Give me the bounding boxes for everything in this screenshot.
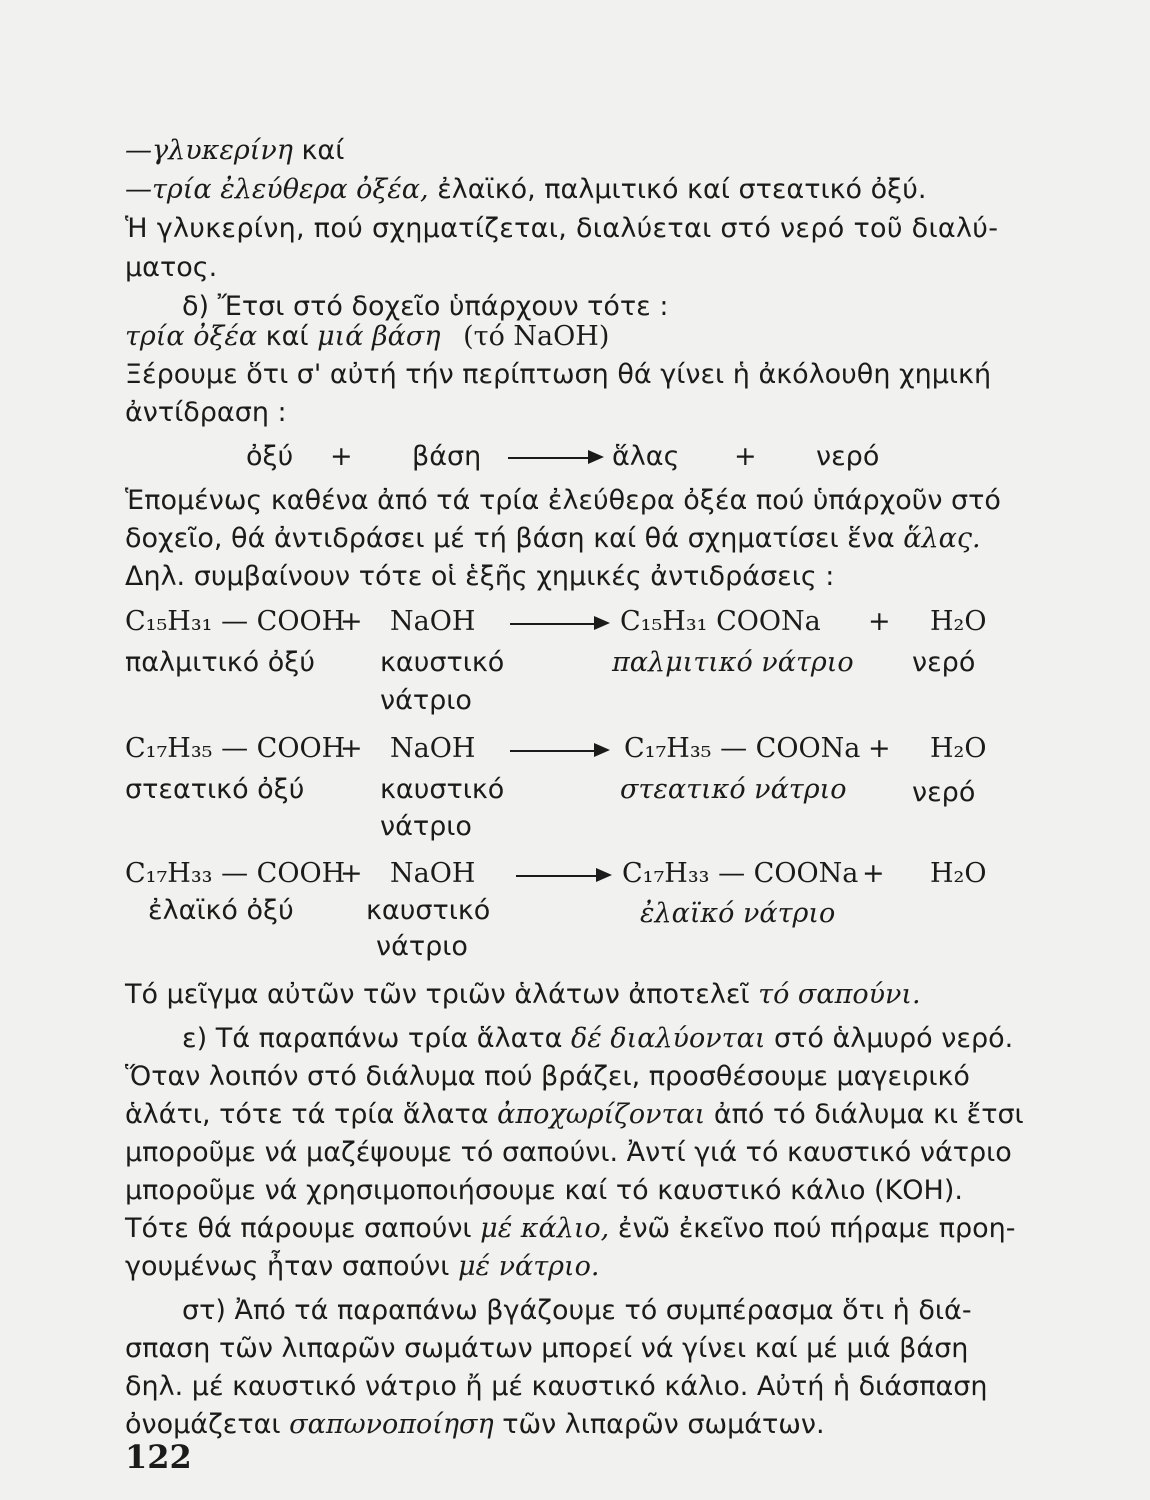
text-line: Ἑπομένως καθένα ἀπό τά τρία ἐλεύθερα ὀξέα πού ὑπάρχοῦν στό <box>125 485 1001 516</box>
generic-water: νερό <box>816 441 880 472</box>
generic-acid: ὀξύ <box>246 441 294 472</box>
water-name: νερό <box>912 777 976 808</box>
base-formula: NaOH <box>390 606 476 637</box>
plus-sign: + <box>340 858 363 889</box>
acid-formula: C₁₅H₃₁ — COOH <box>125 606 346 637</box>
text-line: Τότε θά πάρουμε σαπούνι μέ κάλιο, ἐνῶ ἐκεῖνο πού πήραμε προη- <box>125 1213 1016 1244</box>
plus-sign: + <box>330 441 353 472</box>
water-name: νερό <box>912 647 976 678</box>
water-formula: H₂O <box>930 858 987 889</box>
generic-salt: ἅλας <box>612 441 680 472</box>
plus-sign: + <box>340 606 363 637</box>
italic-term: —τρία ἐλεύθερα ὀξέα, <box>125 174 429 205</box>
text-line: ματος. <box>125 252 218 283</box>
base-name: καυστικό <box>380 774 505 805</box>
text-line: τρία ὀξέα καί μιά βάση (τό NaOH) <box>125 321 610 352</box>
acid-formula: C₁₇H₃₅ — COOH <box>125 733 346 764</box>
base-name: καυστικό <box>380 647 505 678</box>
acid-name: ἐλαϊκό ὀξύ <box>148 895 294 926</box>
text-line: ε) Τά παραπάνω τρία ἅλατα δέ διαλύονται στό ἁλμυρό νερό. <box>182 1023 1014 1054</box>
salt-name: ἐλαϊκό νάτριο <box>640 898 836 929</box>
salt-formula: C₁₇H₃₃ — COONa <box>622 858 859 889</box>
generic-base: βάση <box>412 441 482 472</box>
base-formula: NaOH <box>390 858 476 889</box>
base-name: νάτριο <box>376 931 468 962</box>
water-formula: H₂O <box>930 606 987 637</box>
page-number: 122 <box>125 1438 192 1476</box>
acid-formula: C₁₇H₃₃ — COOH <box>125 858 346 889</box>
text-line: ἁλάτι, τότε τά τρία ἅλατα ἀποχωρίζονται ἀπό τό διάλυμα κι ἔτσι <box>125 1099 1024 1130</box>
plus-sign: + <box>340 733 363 764</box>
acid-name: παλμιτικό ὀξύ <box>125 647 315 678</box>
base-name: νάτριο <box>380 811 472 842</box>
plus-sign: + <box>734 441 757 472</box>
salt-formula: C₁₅H₃₁ COONa <box>620 606 821 637</box>
plus-sign: + <box>862 858 885 889</box>
plus-sign: + <box>868 606 891 637</box>
text-line: γουμένως ἦταν σαπούνι μέ νάτριο. <box>125 1251 600 1282</box>
text-line: δ) Ἔτσι στό δοχεῖο ὑπάρχουν τότε : <box>182 291 669 322</box>
acid-name: στεατικό ὀξύ <box>125 774 305 805</box>
text-line: Δηλ. συμβαίνουν τότε οἱ ἑξῆς χημικές ἀντιδράσεις : <box>125 561 835 592</box>
text-line: ἀντίδραση : <box>125 397 287 428</box>
italic-term: —γλυκερίνη <box>125 135 293 166</box>
base-name: νάτριο <box>380 685 472 716</box>
base-formula: NaOH <box>390 733 476 764</box>
water-formula: H₂O <box>930 733 987 764</box>
text-line: Ἡ γλυκερίνη, πού σχηματίζεται, διαλύεται στό νερό τοῦ διαλύ- <box>125 213 999 244</box>
text-line: δοχεῖο, θά ἀντιδράσει μέ τή βάση καί θά σχηματίσει ἕνα ἅλας. <box>125 523 981 554</box>
text-line: Τό μεῖγμα αὐτῶν τῶν τριῶν ἁλάτων ἀποτελεῖ τό σαπούνι. <box>125 979 921 1010</box>
text-line: δηλ. μέ καυστικό νάτριο ἤ μέ καυστικό κάλιο. Αὐτή ἡ διάσπαση <box>125 1371 988 1402</box>
salt-formula: C₁₇H₃₅ — COONa <box>624 733 861 764</box>
text-line: μποροῦμε νά μαζέψουμε τό σαπούνι. Ἀντί γιά τό καυστικό νάτριο <box>125 1137 1012 1168</box>
text-line: —τρία ἐλεύθερα ὀξέα, ἐλαϊκό, παλμιτικό καί στεατικό ὀξύ. <box>125 174 927 205</box>
text-line: —γλυκερίνη καί <box>125 135 345 166</box>
text-line: ὀνομάζεται σαπωνοποίηση τῶν λιπαρῶν σωμάτων. <box>125 1409 825 1440</box>
salt-name: παλμιτικό νάτριο <box>612 647 854 678</box>
base-name: καυστικό <box>366 895 491 926</box>
text-line: σπαση τῶν λιπαρῶν σωμάτων μπορεί νά γίνει καί μέ μιά βάση <box>125 1333 969 1364</box>
text-line: Ὅταν λοιπόν στό διάλυμα πού βράζει, προσθέσουμε μαγειρικό <box>125 1061 970 1092</box>
text-line: Ξέρουμε ὅτι σ' αὐτή τήν περίπτωση θά γίνει ἡ ἀκόλουθη χημική <box>125 359 992 390</box>
text-line: στ) Ἀπό τά παραπάνω βγάζουμε τό συμπέρασμα ὅτι ἡ διά- <box>182 1295 972 1326</box>
text-line: μποροῦμε νά χρησιμοποιήσουμε καί τό καυστικό κάλιο (ΚΟΗ). <box>125 1175 963 1206</box>
plus-sign: + <box>868 733 891 764</box>
salt-name: στεατικό νάτριο <box>620 774 847 805</box>
